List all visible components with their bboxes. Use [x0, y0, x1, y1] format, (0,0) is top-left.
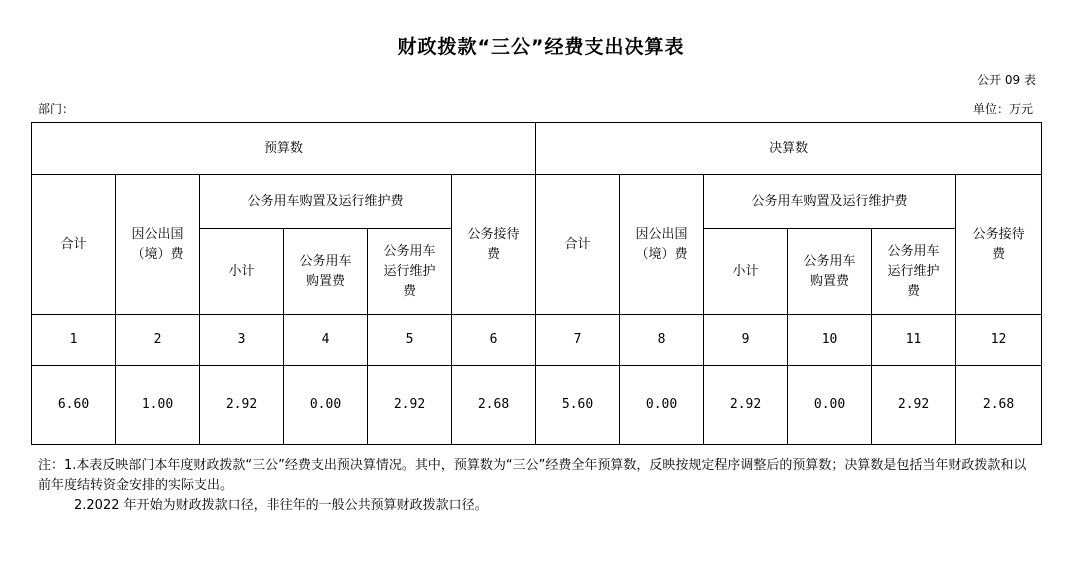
expenditure-table [31, 122, 1042, 445]
final-vehicle-group-header: 公务用车购置及运行维护费 [704, 175, 956, 229]
column-number-cell: 12 [956, 315, 1042, 366]
value-cell: 5.60 [536, 366, 620, 445]
value-row [32, 366, 1042, 445]
value-cell: 2.92 [704, 366, 788, 445]
column-number-cell: 7 [536, 315, 620, 366]
unit-label: 单位：万元 [972, 102, 1033, 116]
budget-purchase-header: 公务用车 购置费 [284, 229, 368, 315]
column-number-cell: 5 [368, 315, 452, 366]
footnotes [38, 456, 1038, 516]
group-header-row [32, 123, 1042, 175]
column-number-cell: 11 [872, 315, 956, 366]
page-title: 财政拨款“三公”经费支出决算表 [397, 36, 685, 58]
column-number-row [32, 315, 1042, 366]
column-number-cell: 10 [788, 315, 872, 366]
column-number-cell: 3 [200, 315, 284, 366]
final-operation-header: 公务用车 运行维护 费 [872, 229, 956, 315]
value-cell: 2.68 [452, 366, 536, 445]
final-abroad-header: 因公出国 （境）费 [620, 175, 704, 315]
column-number-cell: 4 [284, 315, 368, 366]
value-cell: 0.00 [284, 366, 368, 445]
column-number-cell: 9 [704, 315, 788, 366]
form-number: 公开 09 表 [977, 73, 1036, 87]
column-number-cell: 1 [32, 315, 116, 366]
value-cell: 0.00 [788, 366, 872, 445]
footnote-1: 注：1.本表反映部门本年度财政拨款“三公”经费支出预决算情况。其中，预算数为“三公”经费全年预算数，反映按规定程序调整后的预算数；决算数是包括当年财政拨款和以前年度结转资金安排的实际支出。 [38, 458, 1027, 493]
column-number-cell: 8 [620, 315, 704, 366]
budget-vehicle-group-header: 公务用车购置及运行维护费 [200, 175, 452, 229]
budget-total-header: 合计 [32, 175, 116, 315]
budget-subtotal-header: 小计 [200, 229, 284, 315]
final-group-header: 决算数 [536, 123, 1042, 175]
value-cell: 2.92 [368, 366, 452, 445]
final-total-header: 合计 [536, 175, 620, 315]
budget-group-header: 预算数 [32, 123, 536, 175]
budget-reception-header: 公务接待 费 [452, 175, 536, 315]
final-purchase-header: 公务用车 购置费 [788, 229, 872, 315]
department-label: 部门： [38, 102, 75, 116]
final-reception-header: 公务接待 费 [956, 175, 1042, 315]
value-cell: 2.92 [200, 366, 284, 445]
budget-operation-header: 公务用车 运行维护 费 [368, 229, 452, 315]
footnote-2: 2.2022 年开始为财政拨款口径，非往年的一般公共预算财政拨款口径。 [74, 498, 488, 513]
final-subtotal-header: 小计 [704, 229, 788, 315]
value-cell: 2.68 [956, 366, 1042, 445]
value-cell: 2.92 [872, 366, 956, 445]
budget-abroad-header: 因公出国 （境）费 [116, 175, 200, 315]
column-number-cell: 2 [116, 315, 200, 366]
value-cell: 1.00 [116, 366, 200, 445]
column-number-cell: 6 [452, 315, 536, 366]
value-cell: 6.60 [32, 366, 116, 445]
header-row-1 [32, 175, 1042, 229]
value-cell: 0.00 [620, 366, 704, 445]
